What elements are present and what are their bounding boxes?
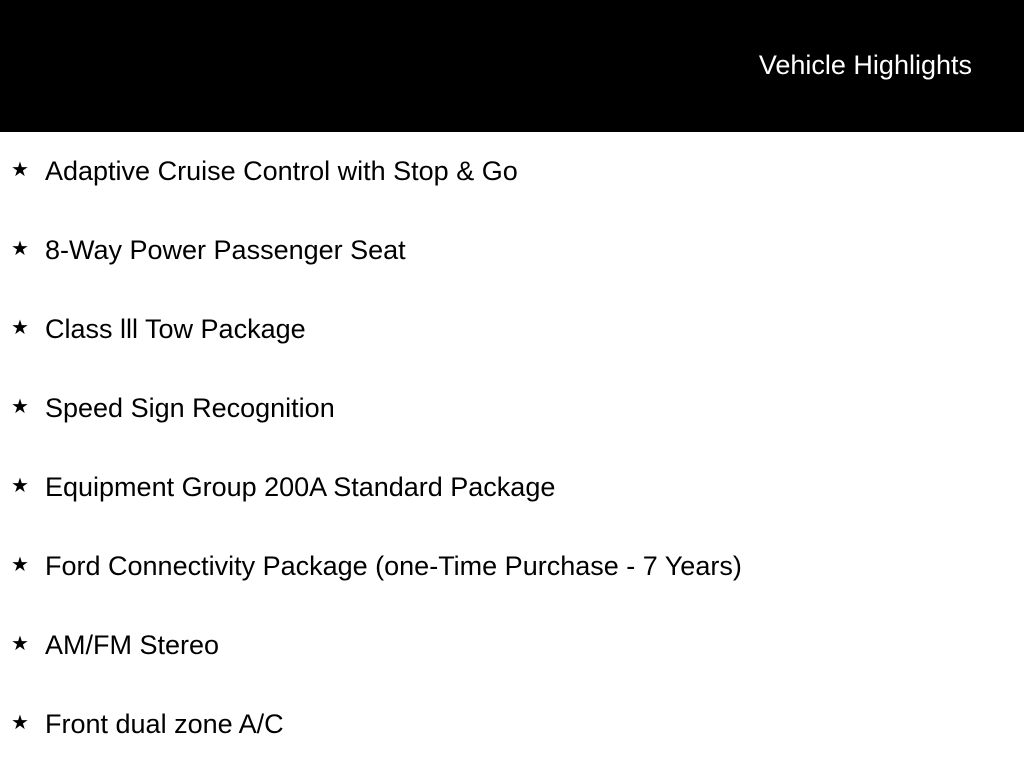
highlight-label: 8-Way Power Passenger Seat — [45, 235, 406, 265]
list-item — [0, 685, 1024, 764]
list-item — [0, 290, 1024, 369]
highlight-label: Ford Connectivity Package (one-Time Purchase - 7 Years) — [45, 551, 742, 581]
star-icon: ★ — [11, 712, 29, 734]
list-item — [0, 448, 1024, 527]
star-icon: ★ — [11, 396, 29, 418]
highlight-label: Front dual zone A/C — [45, 709, 284, 739]
list-item — [0, 527, 1024, 606]
list-item — [0, 606, 1024, 685]
list-item — [0, 369, 1024, 448]
highlight-label: AM/FM Stereo — [45, 630, 220, 660]
star-icon: ★ — [11, 238, 29, 260]
list-item — [0, 132, 1024, 211]
page-title: Vehicle Highlights — [758, 50, 972, 80]
highlight-label: Class lll Tow Package — [45, 314, 306, 344]
header-bar — [0, 0, 1024, 132]
highlight-label: Speed Sign Recognition — [45, 393, 335, 423]
star-icon: ★ — [11, 317, 29, 339]
star-icon: ★ — [11, 554, 29, 576]
highlights-list — [0, 132, 1024, 764]
star-icon: ★ — [11, 633, 29, 655]
star-icon: ★ — [11, 159, 29, 181]
highlight-label: Equipment Group 200A Standard Package — [45, 472, 556, 502]
list-item — [0, 211, 1024, 290]
highlight-label: Adaptive Cruise Control with Stop & Go — [45, 156, 518, 186]
star-icon: ★ — [11, 475, 29, 497]
